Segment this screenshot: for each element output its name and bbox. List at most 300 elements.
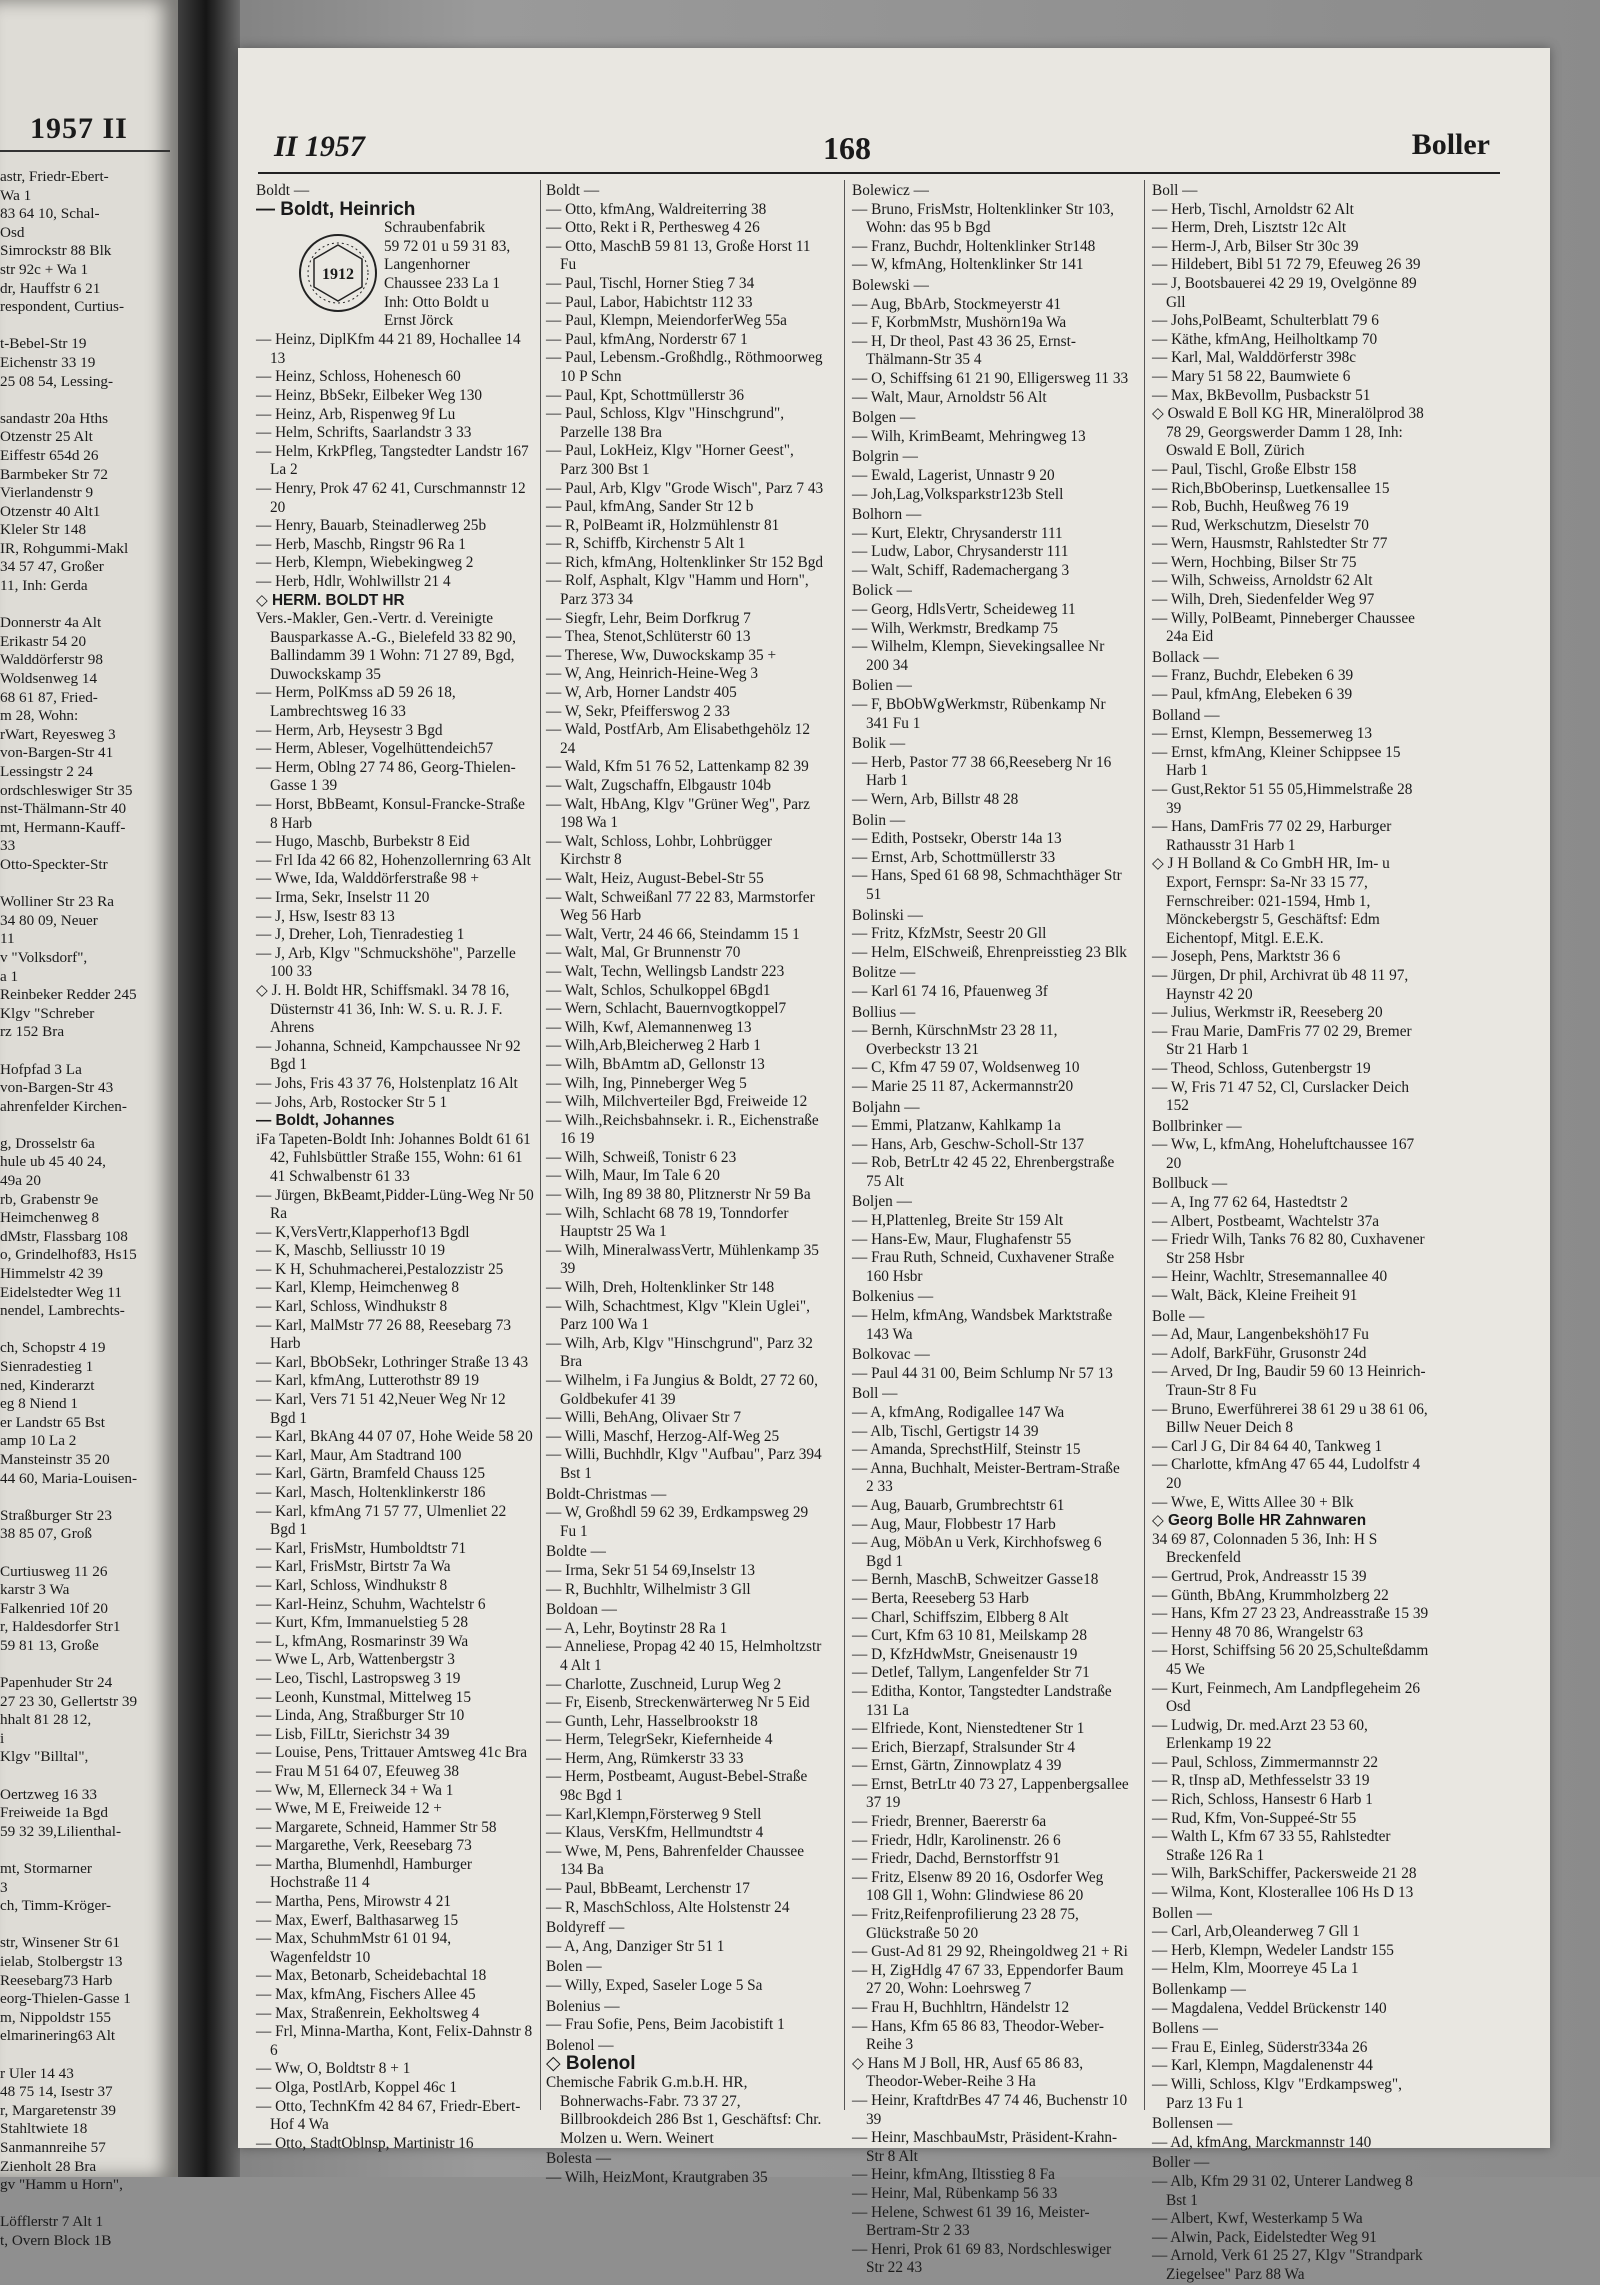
directory-entry: — Herm, Ang, Rümkerstr 33 33 bbox=[546, 1749, 744, 1767]
directory-entry: — A, kfmAng, Rodigallee 147 Wa bbox=[852, 1404, 1065, 1421]
left-page-line: t-Bebel-Str 19 bbox=[0, 335, 87, 353]
running-header-right: Boller bbox=[1411, 128, 1490, 161]
directory-entry: — Max, Straßenrein, Eekholtsweg 4 bbox=[256, 2004, 480, 2022]
surname-heading: Bolenius — bbox=[546, 1997, 620, 2015]
left-page-text bbox=[0, 168, 178, 2251]
left-page-line: 49a 20 bbox=[0, 1172, 41, 1190]
directory-entry: Vers.-Makler, Gen.-Vertr. d. Vereinigte Bausparkasse A.-G., Bielefeld 33 82 90, Ballindamm 39 1 Wohn: 71 27 89, Bgd, Duwockskamp 35 bbox=[256, 610, 516, 683]
directory-entry: — Wilh, Ing 89 38 80, Plitznerstr Nr 59 Ba bbox=[546, 1186, 811, 1204]
left-page-line: ch, Schopstr 4 19 bbox=[0, 1339, 106, 1357]
directory-entry: — Wilh, Maur, Im Tale 6 20 bbox=[546, 1167, 720, 1185]
left-page-line: g, Drosselstr 6a bbox=[0, 1134, 95, 1152]
directory-entry: — Karl, Schloss, Windhukstr 8 bbox=[256, 1298, 448, 1316]
directory-entry: — Heinr, MaschbauMstr, Präsident-Krahn-Str 8 Alt bbox=[852, 2129, 1118, 2165]
directory-entry: — Willi, Schloss, Klgv "Erdkampsweg", Parz 13 Fu 1 bbox=[1152, 2075, 1402, 2112]
column-2 bbox=[546, 180, 824, 2186]
directory-entry: — Curt, Kfm 63 10 81, Meilskamp 28 bbox=[852, 1627, 1087, 1645]
directory-entry: — Walth L, Kfm 67 33 55, Rahlstedter Straße 126 Ra 1 bbox=[1152, 1828, 1391, 1864]
directory-entry: — Kurt, Feinmech, Am Landpflegeheim 26 Osd bbox=[1152, 1679, 1421, 1716]
directory-entry: — A, Lehr, Boytinstr 28 Ra 1 bbox=[546, 1619, 728, 1637]
directory-entry: — Olga, PostlArb, Koppel 46c 1 bbox=[256, 2079, 457, 2096]
directory-entry: — Lisb, FilLtr, Sierichstr 34 39 bbox=[256, 1725, 450, 1743]
left-page-line: Mansteinstr 35 20 bbox=[0, 1450, 110, 1468]
directory-entry: — W, Sekr, Pfeifferswog 2 33 bbox=[546, 702, 730, 720]
directory-entry: — Frau E, Einleg, Süderstr334a 26 bbox=[1152, 2038, 1368, 2056]
left-page-line: Hofpfad 3 La bbox=[0, 1060, 82, 1078]
directory-entry: — Wilh, Arb, Klgv "Hinschgrund", Parz 32 Bra bbox=[546, 1334, 813, 1371]
left-page-line: Straßburger Str 23 bbox=[0, 1506, 112, 1524]
left-page-line: Reesebarg73 Harb bbox=[0, 1971, 113, 1989]
directory-entry: — Horst, BbBeamt, Konsul-Francke-Straße 8 Harb bbox=[256, 796, 525, 832]
surname-heading: Boljen — bbox=[852, 1193, 912, 1211]
facing-page-left bbox=[0, 0, 178, 2249]
logo-text-line: Schraubenfabrik bbox=[384, 219, 486, 237]
left-page-line: Barmbeker Str 72 bbox=[0, 465, 108, 483]
logo-text-line: Chaussee 233 La 1 bbox=[384, 274, 500, 292]
directory-entry: — Max, SchuhmMstr 61 01 94, Wagenfeldstr 10 bbox=[256, 1930, 452, 1966]
directory-entry: — Fritz,Reifenprofilierung 23 28 75, Glückstraße 50 20 bbox=[852, 1906, 1079, 1942]
directory-entry: — Herb, Hdlr, Wohlwillstr 21 4 bbox=[256, 572, 451, 590]
directory-entry: — Helm, KrkPfleg, Tangstedter Landstr 167 La 2 bbox=[256, 442, 529, 479]
directory-entry: — Edith, Postsekr, Oberstr 14a 13 bbox=[852, 830, 1062, 848]
column-4 bbox=[1152, 180, 1430, 2283]
directory-entry: — C, Kfm 47 59 07, Woldsenweg 10 bbox=[852, 1059, 1080, 1077]
directory-entry: — H, ZigHdlg 47 67 33, Eppendorfer Baum 27 20, Wohn: Loehrsweg 7 bbox=[852, 1961, 1124, 1998]
directory-entry: — Therese, Ww, Duwockskamp 35 + bbox=[546, 646, 777, 664]
directory-entry: — Alb, Kfm 29 31 02, Unterer Landweg 8 Bst 1 bbox=[1152, 2172, 1413, 2209]
left-page-line: mt, Stormarner bbox=[0, 1860, 92, 1878]
directory-entry: — Max, kfmAng, Fischers Allee 45 bbox=[256, 1986, 476, 2004]
surname-heading: Boldt — bbox=[546, 182, 600, 199]
surname-heading: Bollenkamp — bbox=[1152, 1981, 1246, 1998]
directory-entry: — Karl,Klempn,Försterweg 9 Stell bbox=[546, 1805, 762, 1823]
left-page-line: ned, Kinderarzt bbox=[0, 1376, 95, 1394]
left-page-line bbox=[0, 391, 178, 410]
directory-entry: — Irma, Sekr, Inselstr 11 20 bbox=[256, 889, 430, 906]
directory-entry: — Walt, Bäck, Kleine Freiheit 91 bbox=[1152, 1287, 1358, 1305]
directory-entry: — Albert, Postbeamt, Wachtelstr 37a bbox=[1152, 1212, 1380, 1230]
directory-entry: — Aug, MöbAn u Verk, Kirchhofsweg 6 Bgd 1 bbox=[852, 1534, 1102, 1570]
directory-entry: — Hans, Kfm 65 86 83, Theodor-Weber-Reihe 3 bbox=[852, 2017, 1104, 2054]
left-page-line: Klgv "Schreber bbox=[0, 1004, 95, 1022]
directory-entry: — Karl, kfmAng, Lutterothstr 89 19 bbox=[256, 1372, 480, 1390]
surname-heading: Bolitze — bbox=[852, 964, 916, 982]
directory-page bbox=[238, 48, 1550, 2283]
left-page-line: hule ub 45 40 24, bbox=[0, 1153, 106, 1171]
directory-entry: — Ww, M, Ellerneck 34 + Wa 1 bbox=[256, 1781, 454, 1799]
directory-entry: — Paul, Tischl, Horner Stieg 7 34 bbox=[546, 274, 755, 292]
directory-entry: — Walt, Schlos, Schulkoppel 6Bgd1 bbox=[546, 981, 771, 999]
directory-entry: — Willi, Buchhdlr, Klgv "Aufbau", Parz 394 Bst 1 bbox=[546, 1446, 822, 1482]
directory-entry: — Paul, Schloss, Klgv "Hinschgrund", Parzelle 138 Bra bbox=[546, 405, 785, 441]
directory-entry: — Aug, Bauarb, Grumbrechtstr 61 bbox=[852, 1496, 1065, 1514]
surname-heading: Boldt-Christmas — bbox=[546, 1485, 667, 1503]
directory-entry: — A, Ang, Danziger Str 51 1 bbox=[546, 1937, 725, 1955]
directory-entry: — Karl, kfmAng 71 57 77, Ulmenliet 22 Bgd 1 bbox=[256, 1502, 507, 1539]
directory-entry: — Herm, Dreh, Lisztstr 12c Alt bbox=[1152, 219, 1347, 237]
directory-entry: ◇ J H Bolland & Co GmbH HR, Im- u Export, Fernspr: Sa-Nr 33 15 77, Fernschreiber: 021-1594, Hmb 1, Mönckebergstr 5, Geschäftsf: Edm Eichentopf, Mitgl. E.E.K. bbox=[1152, 855, 1390, 947]
surname-heading: Boll — bbox=[1152, 182, 1198, 199]
directory-entry: — W, kfmAng, Holtenklinker Str 141 bbox=[852, 256, 1084, 274]
directory-entry: — Hugo, Maschb, Burbekstr 8 Eid bbox=[256, 833, 470, 851]
directory-entry: — Karl, Vers 71 51 42,Neuer Weg Nr 12 Bgd 1 bbox=[256, 1391, 506, 1427]
directory-entry: — Wwe, M E, Freiweide 12 + bbox=[256, 1800, 442, 1818]
directory-entry: — Louise, Pens, Trittauer Amtsweg 41c Bra bbox=[256, 1744, 528, 1762]
directory-entry: — Karl, MalMstr 77 26 88, Reesebarg 73 Harb bbox=[256, 1316, 512, 1353]
left-page-line bbox=[0, 1916, 178, 1935]
directory-entry: — Paul, Arb, Klgv "Grode Wisch", Parz 7 43 bbox=[546, 479, 824, 497]
left-page-line bbox=[0, 1544, 178, 1563]
directory-entry: — Paul, LokHeiz, Klgv "Horner Geest", Parz 300 Bst 1 bbox=[546, 442, 794, 478]
directory-entry: — Gunth, Lehr, Hasselbrookstr 18 bbox=[546, 1712, 758, 1730]
directory-entry: — Karl, Klemp, Heimchenweg 8 bbox=[256, 1279, 460, 1297]
left-page-line: Otto-Speckter-Str bbox=[0, 855, 108, 873]
directory-entry: — Wilh, HeizMont, Krautgraben 35 bbox=[546, 2168, 768, 2186]
surname-heading: Bolenol — bbox=[546, 2036, 614, 2054]
surname-heading: Boldte — bbox=[546, 1543, 606, 1561]
surname-heading: Bollens — bbox=[1152, 2020, 1218, 2038]
surname-heading: Boldoan — bbox=[546, 1601, 617, 1619]
directory-entry: — Herm, Oblng 27 74 86, Georg-Thielen-Gasse 1 39 bbox=[256, 758, 516, 795]
directory-entry: — Karl, Mal, Walddörferstr 398c bbox=[1152, 349, 1357, 367]
directory-entry: — Wilh, Werkmstr, Bredkamp 75 bbox=[852, 619, 1059, 637]
left-page-line: sandastr 20a Hths bbox=[0, 409, 108, 427]
directory-entry: — J, Dreher, Loh, Tienradestieg 1 bbox=[256, 926, 465, 944]
left-page-line: Himmelstr 42 39 bbox=[0, 1265, 103, 1283]
logo-text-line: Langenhorner bbox=[384, 256, 470, 274]
directory-entry: — Wern, Schlacht, Bauernvogtkoppel7 bbox=[546, 1000, 787, 1018]
directory-entry: — Hans, DamFris 77 02 29, Harburger Rathausstr 31 Harb 1 bbox=[1152, 818, 1392, 854]
directory-entry: — R, Schiffb, Kirchenstr 5 Alt 1 bbox=[546, 535, 746, 553]
directory-entry: — Elfriede, Kont, Nienstedtener Str 1 bbox=[852, 1720, 1085, 1738]
left-page-line: str, Winsener Str 61 bbox=[0, 1934, 120, 1952]
directory-entry: — Heinz, Arb, Rispenweg 9f Lu bbox=[256, 405, 456, 423]
left-page-line: rb, Grabenstr 9e bbox=[0, 1190, 99, 1208]
directory-entry: — Walt, Maur, Arnoldstr 56 Alt bbox=[852, 388, 1047, 406]
directory-entry: — Helene, Schwest 61 39 16, Meister-Bertram-Str 2 33 bbox=[852, 2203, 1090, 2240]
directory-entry: — Wald, Kfm 51 76 52, Lattenkamp 82 39 bbox=[546, 758, 809, 776]
directory-entry: — Karl, FrisMstr, Humboldtstr 71 bbox=[256, 1539, 467, 1557]
directory-entry: — W, Ang, Heinrich-Heine-Weg 3 bbox=[546, 665, 759, 683]
left-page-line: Eidelstedter Weg 11 bbox=[0, 1283, 122, 1301]
directory-entry: — Berta, Reeseberg 53 Harb bbox=[852, 1589, 1029, 1607]
directory-entry: — Adolf, BarkFühr, Grusonstr 24d bbox=[1152, 1344, 1367, 1362]
directory-entry: — Martha, Blumenhdl, Hamburger Hochstraße 11 4 bbox=[256, 1855, 472, 1892]
left-page-line bbox=[0, 1488, 178, 1507]
directory-entry: — Heinz, BbSekr, Eilbeker Weg 130 bbox=[256, 386, 483, 404]
directory-entry: — Willi, Maschf, Herzog-Alf-Weg 25 bbox=[546, 1427, 780, 1445]
directory-entry: — Wilh, Schachtmest, Klgv "Klein Uglei", Parz 100 Wa 1 bbox=[546, 1297, 810, 1334]
directory-entry: ◇ J. H. Boldt HR, Schiffsmakl. 34 78 16, Düsternstr 41 36, Inh: W. S. u. R. J. F. Ahrens bbox=[256, 981, 510, 1037]
left-page-line: nst-Thälmann-Str 40 bbox=[0, 800, 127, 818]
directory-entry: — Julius, Werkmstr iR, Reeseberg 20 bbox=[1152, 1004, 1383, 1022]
left-page-line: 59 32 39,Lilienthal- bbox=[0, 1822, 122, 1840]
left-page-line: eg 8 Niend 1 bbox=[0, 1395, 79, 1413]
directory-entry: — Wilh, MineralwassVertr, Mühlenkamp 35 39 bbox=[546, 1241, 819, 1278]
directory-entry: — Wwe L, Arb, Wattenbergstr 3 bbox=[256, 1651, 455, 1669]
directory-entry: — Karl, BkAng 44 07 07, Hohe Weide 58 20 bbox=[256, 1428, 533, 1446]
surname-heading: Bollbuck — bbox=[1152, 1175, 1228, 1193]
directory-entry: — Wilh, KrimBeamt, Mehringweg 13 bbox=[852, 427, 1086, 445]
directory-entry: — Herm, PolKmss aD 59 26 18, Lambrechtsweg 16 33 bbox=[256, 684, 456, 721]
logo-company-info bbox=[384, 219, 534, 331]
directory-entry: — Frl, Minna-Martha, Kont, Felix-Dahnstr 8 6 bbox=[256, 2023, 533, 2059]
directory-entry: — Marie 25 11 87, Ackermannstr20 bbox=[852, 1077, 1074, 1095]
directory-entry: — Paul, Tischl, Große Elbstr 158 bbox=[1152, 460, 1357, 478]
left-page-line: m, Nippoldstr 155 bbox=[0, 2008, 111, 2026]
directory-entry: — Anneliese, Propag 42 40 15, Helmholtzstr 4 Alt 1 bbox=[546, 1638, 822, 1674]
surname-heading: Bolewicz — bbox=[852, 182, 929, 199]
directory-entry: — O, Schiffsing 61 21 90, Elligersweg 11 33 bbox=[852, 369, 1129, 387]
directory-entry: — Karl, Gärtn, Bramfeld Chauss 125 bbox=[256, 1465, 485, 1483]
column-1 bbox=[256, 180, 534, 2152]
directory-entry: — Günth, BbAng, Krummholzberg 22 bbox=[1152, 1586, 1389, 1604]
left-page-line: 68 61 87, Fried- bbox=[0, 688, 98, 706]
directory-entry: — Mary 51 58 22, Baumwiete 6 bbox=[1152, 367, 1351, 385]
directory-entry: — Otto, Rekt i R, Perthesweg 4 26 bbox=[546, 219, 760, 237]
directory-entry: — Otto, kfmAng, Waldreiterring 38 bbox=[546, 200, 767, 218]
directory-entry: — Herm, Ableser, Vogelhüttendeich57 bbox=[256, 740, 494, 758]
directory-entry: — Heinr, kfmAng, Iltisstieg 8 Fa bbox=[852, 2166, 1055, 2184]
surname-heading: Bolesta — bbox=[546, 2150, 612, 2168]
directory-entry: — Aug, BbArb, Stockmeyerstr 41 bbox=[852, 295, 1062, 313]
left-page-line: amp 10 La 2 bbox=[0, 1432, 77, 1450]
directory-entry: — Wern, Arb, Billstr 48 28 bbox=[852, 791, 1019, 808]
left-page-line bbox=[0, 875, 178, 894]
left-page-line: Kleler Str 148 bbox=[0, 521, 87, 539]
directory-entry: — Walt, Zugschaffn, Elbgaustr 104b bbox=[546, 777, 772, 794]
left-page-line: dr, Hauffstr 6 21 bbox=[0, 279, 101, 297]
directory-entry: — Herm, Postbeamt, August-Bebel-Straße 98c Bgd 1 bbox=[546, 1768, 808, 1805]
directory-entry: — Friedr, Brenner, Baererstr 6a bbox=[852, 1813, 1047, 1831]
directory-entry: — Karl 61 74 16, Pfauenweg 3f bbox=[852, 982, 1048, 1000]
directory-entry: — Margarethe, Verk, Reesebarg 73 bbox=[256, 1837, 472, 1855]
header-rule bbox=[258, 172, 1500, 174]
directory-entry: — Gust-Ad 81 29 92, Rheingoldweg 21 + Ri bbox=[852, 1943, 1128, 1961]
directory-entry: — Editha, Kontor, Tangstedter Landstraße 131 La bbox=[852, 1682, 1112, 1719]
directory-entry: — Jürgen, Dr phil, Archivrat üb 48 11 97, Haynstr 42 20 bbox=[1152, 966, 1409, 1003]
left-page-line: 33 bbox=[0, 837, 16, 855]
directory-entry: — Ludwig, Dr. med.Arzt 23 53 60, Erlenkamp 19 22 bbox=[1152, 1716, 1368, 1753]
directory-entry: — Henri, Prok 61 69 83, Nordschleswiger Str 22 43 bbox=[852, 2240, 1112, 2277]
directory-entry: — Albert, Kwf, Westerkamp 5 Wa bbox=[1152, 2210, 1363, 2228]
directory-entry: — Rob, Buchh, Heußweg 76 19 bbox=[1152, 498, 1349, 516]
directory-entry: — Heinz, Schloss, Hohenesch 60 bbox=[256, 368, 461, 386]
directory-entry: — Kurt, Elektr, Chrysanderstr 111 bbox=[852, 524, 1063, 542]
directory-entry: — H, Dr theol, Past 43 36 25, Ernst-Thälmann-Str 35 4 bbox=[852, 332, 1076, 369]
directory-entry: — Bernh, MaschB, Schweitzer Gasse18 bbox=[852, 1571, 1099, 1589]
surname-heading: Bolen — bbox=[546, 1958, 602, 1976]
directory-entry: — Frau Sofie, Pens, Beim Jacobistift 1 bbox=[546, 2016, 785, 2034]
column-divider bbox=[844, 180, 845, 2110]
left-page-line: Lessingstr 2 24 bbox=[0, 763, 93, 780]
directory-entry: — Henny 48 70 86, Wrangelstr 63 bbox=[1152, 1623, 1364, 1641]
directory-entry: — Carl J G, Dir 84 64 40, Tankweg 1 bbox=[1152, 1437, 1383, 1455]
directory-entry: — Wilh, BarkSchiffer, Packersweide 21 28 bbox=[1152, 1865, 1417, 1883]
surname-heading: Boller — bbox=[1152, 2154, 1210, 2172]
directory-entry: — Heinr, Wachltr, Stresemannallee 40 bbox=[1152, 1268, 1388, 1286]
left-page-line: 59 81 13, Große bbox=[0, 1636, 99, 1654]
left-page-line: astr, Friedr-Ebert- bbox=[0, 168, 109, 185]
directory-entry: — J, Arb, Klgv "Schmuckshöhe", Parzelle 100 33 bbox=[256, 944, 516, 981]
directory-entry: — Wald, PostfArb, Am Elisabethgehölz 12 24 bbox=[546, 721, 811, 757]
left-page-line: Woldsenweg 14 bbox=[0, 670, 98, 688]
screw-factory-logo bbox=[296, 231, 380, 315]
left-page-line bbox=[0, 596, 178, 615]
left-page-line: Stahltwiete 18 bbox=[0, 2120, 88, 2138]
left-page-line: 11 bbox=[0, 930, 15, 948]
directory-entry: — Charlotte, kfmAng 47 65 44, Ludolfstr 4 20 bbox=[1152, 1456, 1421, 1492]
directory-entry: — Erich, Bierzapf, Stralsunder Str 4 bbox=[852, 1738, 1076, 1756]
left-page-line bbox=[0, 1656, 178, 1675]
directory-entry: — Ad, Maur, Langenbekshöh17 Fu bbox=[1152, 1326, 1369, 1344]
directory-entry: — Walt, Vertr, 24 46 66, Steindamm 15 1 bbox=[546, 925, 800, 943]
directory-entry: — Walt, Schweißanl 77 22 83, Marmstorfer Weg 56 Harb bbox=[546, 888, 815, 925]
surname-heading: Bolewski — bbox=[852, 276, 929, 294]
left-page-line: nendel, Lambrechts- bbox=[0, 1302, 125, 1320]
directory-entry: — Henry, Prok 47 62 41, Curschmannstr 12 20 bbox=[256, 479, 526, 516]
left-page-line: Eiffestr 654d 26 bbox=[0, 446, 99, 464]
directory-entry: — Karl, BbObSekr, Lothringer Straße 13 43 bbox=[256, 1353, 529, 1371]
logo-text-line: 59 72 01 u 59 31 83, bbox=[384, 237, 511, 255]
directory-entry: — J, Hsw, Isestr 83 13 bbox=[256, 907, 395, 925]
directory-entry: — Franz, Buchdr, Holtenklinker Str148 bbox=[852, 237, 1096, 255]
directory-entry: — Otto, MaschB 59 81 13, Große Horst 11 Fu bbox=[546, 237, 811, 274]
left-page-line: 27 23 30, Gellertstr 39 bbox=[0, 1692, 138, 1710]
left-page-line: karstr 3 Wa bbox=[0, 1581, 70, 1599]
left-page-line: 25 08 54, Lessing- bbox=[0, 372, 114, 390]
directory-entry: — Joseph, Pens, Marktstr 36 6 bbox=[1152, 948, 1341, 966]
directory-entry: — L, kfmAng, Rosmarinstr 39 Wa bbox=[256, 1632, 469, 1650]
business-listing: — Boldt, Heinrich bbox=[256, 198, 416, 220]
left-page-line: Wolliner Str 23 Ra bbox=[0, 893, 114, 911]
directory-entry: — Arnold, Verk 61 25 27, Klgv "Strandpark Ziegelsee" Parz 88 Wa bbox=[1152, 2247, 1423, 2283]
left-page-line: rWart, Reyesweg 3 bbox=[0, 725, 116, 743]
left-page-line bbox=[0, 1767, 178, 1786]
directory-entry: — Leonh, Kunstmal, Mittelweg 15 bbox=[256, 1688, 471, 1706]
directory-entry: — Herm-J, Arb, Bilser Str 30c 39 bbox=[1152, 237, 1359, 255]
directory-entry: — Wilh, Schlacht 68 78 19, Tonndorfer Hauptstr 25 Wa 1 bbox=[546, 1204, 789, 1241]
surname-heading: Bolien — bbox=[852, 677, 912, 695]
directory-entry: — Rich, Schloss, Hansestr 6 Harb 1 bbox=[1152, 1791, 1373, 1809]
directory-entry: — Karl, Schloss, Windhukstr 8 bbox=[256, 1576, 448, 1594]
left-page-line: Löfflerstr 7 Alt 1 bbox=[0, 2213, 104, 2231]
directory-entry: — Ernst, Klempn, Bessemerweg 13 bbox=[1152, 725, 1373, 743]
directory-entry: — Henry, Bauarb, Steinadlerweg 25b bbox=[256, 517, 487, 535]
directory-entry: — Ww, O, Boldtstr 8 + 1 bbox=[256, 2060, 411, 2078]
directory-entry: — F, KorbmMstr, Mushörn19a Wa bbox=[852, 314, 1067, 332]
surname-heading: Bolland — bbox=[1152, 706, 1220, 724]
left-page-line: t, Overn Block 1B bbox=[0, 2231, 112, 2249]
left-page-line: 38 85 07, Groß bbox=[0, 1525, 92, 1543]
surname-heading: Bollack — bbox=[1152, 648, 1219, 666]
directory-entry: — Paul, kfmAng, Sander Str 12 b bbox=[546, 498, 754, 516]
left-page-line: Curtiusweg 11 26 bbox=[0, 1562, 108, 1580]
left-page-line: m 28, Wohn: bbox=[0, 707, 79, 725]
directory-entry: — Willy, PolBeamt, Pinneberger Chaussee 24a Eid bbox=[1152, 609, 1415, 646]
left-page-line: Sanmannreihe 57 bbox=[0, 2138, 106, 2156]
directory-entry: — Walt, Techn, Wellingsb Landstr 223 bbox=[546, 962, 785, 980]
left-page-line: elmarinering63 Alt bbox=[0, 2027, 116, 2045]
directory-entry: — Herb, Tischl, Arnoldstr 62 Alt bbox=[1152, 200, 1354, 218]
directory-entry: — Ernst, Arb, Schottmüllerstr 33 bbox=[852, 848, 1056, 866]
column-divider bbox=[1144, 180, 1145, 2110]
directory-entry: — Johs, Fris 43 37 76, Holstenplatz 16 Alt bbox=[256, 1074, 518, 1092]
surname-heading: Bolgrin — bbox=[852, 448, 918, 466]
left-page-line: Sienradestieg 1 bbox=[0, 1358, 94, 1375]
directory-entry: — Bruno, FrisMstr, Holtenklinker Str 103, Wohn: das 95 b Bgd bbox=[852, 200, 1114, 237]
directory-entry: — Charl, Schiffszim, Elbberg 8 Alt bbox=[852, 1608, 1069, 1626]
directory-entry: — Heinr, KraftdrBes 47 74 46, Buchenstr 10 39 bbox=[852, 2091, 1128, 2128]
directory-entry: — Jürgen, BkBeamt,Pidder-Lüng-Weg Nr 50 Ra bbox=[256, 1186, 534, 1223]
directory-entry: — Frau Ruth, Schneid, Cuxhavener Straße 160 Hsbr bbox=[852, 1249, 1115, 1285]
directory-entry: — Herm, TelegrSekr, Kiefernheide 4 bbox=[546, 1731, 773, 1749]
left-page-line: r, Haldesdorfer Str1 bbox=[0, 1618, 121, 1636]
directory-entry: — Ewald, Lagerist, Unnastr 9 20 bbox=[852, 466, 1055, 484]
directory-entry: Chemische Fabrik G.m.b.H. HR, Bohnerwachs-Fabr. 73 37 27, Billbrookdeich 286 Bst 1, Geschäftsf: Chr. Molzen u. Wern. Weinert bbox=[546, 2073, 822, 2147]
business-listing: ◇ HERM. BOLDT HR bbox=[256, 591, 405, 609]
directory-entry: — Ww, L, kfmAng, Hoheluftchaussee 167 20 bbox=[1152, 1136, 1415, 1172]
business-listing: ◇ Georg Bolle HR Zahnwaren bbox=[1152, 1512, 1367, 1530]
directory-entry: — Max, Betonarb, Scheidebachtal 18 bbox=[256, 1967, 487, 1985]
directory-entry: ◇ Hans M J Boll, HR, Ausf 65 86 83, Theodor-Weber-Reihe 3 Ha bbox=[852, 2054, 1084, 2091]
directory-entry: — Willy, Exped, Saseler Loge 5 Sa bbox=[546, 1977, 763, 1994]
left-page-line: 44 60, Maria-Louisen- bbox=[0, 1469, 138, 1487]
directory-entry: — Alb, Tischl, Gertigstr 14 39 bbox=[852, 1422, 1039, 1440]
left-page-line: 34 57 47, Großer bbox=[0, 558, 104, 576]
directory-entry: — K H, Schuhmacherei,Pestalozzistr 25 bbox=[256, 1260, 504, 1278]
left-page-line: a 1 bbox=[0, 967, 19, 985]
left-page-line: i bbox=[0, 1729, 5, 1747]
directory-entry: — Wilh, Schweiss, Arnoldstr 62 Alt bbox=[1152, 572, 1373, 590]
directory-entry: — Franz, Buchdr, Elebeken 6 39 bbox=[1152, 667, 1354, 685]
directory-entry: — Hans-Ew, Maur, Flughafenstr 55 bbox=[852, 1230, 1072, 1248]
surname-heading: Bolik — bbox=[852, 735, 906, 753]
directory-entry: — Karl-Heinz, Schuhm, Wachtelstr 6 bbox=[256, 1595, 486, 1613]
directory-entry: — Karl, Klempn, Magdalenenstr 44 bbox=[1152, 2057, 1373, 2075]
left-page-line bbox=[0, 1841, 178, 1860]
directory-entry: — Friedr, Hdlr, Karolinenstr. 26 6 bbox=[852, 1831, 1061, 1849]
directory-entry: — Carl, Arb,Oleanderweg 7 Gll 1 bbox=[1152, 1923, 1360, 1941]
directory-entry: — Wilh, BbAmtm aD, Gellonstr 13 bbox=[546, 1055, 765, 1073]
surname-heading: Bolinski — bbox=[852, 906, 923, 924]
directory-entry: — Leo, Tischl, Lastropsweg 3 19 bbox=[256, 1669, 461, 1687]
directory-entry: — Herm, Arb, Heysestr 3 Bgd bbox=[256, 721, 443, 739]
surname-heading: Bollensen — bbox=[1152, 2115, 1233, 2133]
directory-entry: — Helm, Schrifts, Saarlandstr 3 33 bbox=[256, 424, 472, 442]
directory-entry: — R, PolBeamt iR, Holzmühlenstr 81 bbox=[546, 516, 780, 534]
book-gutter bbox=[178, 0, 240, 2177]
directory-entry: — Helm, kfmAng, Wandsbek Marktstraße 143 Wa bbox=[852, 1307, 1113, 1343]
business-listing: ◇ Bolenol bbox=[546, 2053, 636, 2075]
left-page-line: Klgv "Billtal", bbox=[0, 1748, 89, 1766]
surname-heading: Boll — bbox=[852, 1385, 898, 1403]
directory-entry: — Wilhelm, Klempn, Sievekingsallee Nr 200 34 bbox=[852, 638, 1105, 674]
left-page-line: v "Volksdorf", bbox=[0, 948, 88, 966]
directory-entry: — Hildebert, Bibl 51 72 79, Efeuweg 26 39 bbox=[1152, 256, 1421, 274]
directory-entry: — Fritz, Elsenw 89 20 16, Osdorfer Weg 108 Gll 1, Wohn: Glindwiese 86 20 bbox=[852, 1868, 1104, 1905]
surname-heading: Boldt — bbox=[256, 182, 310, 199]
surname-heading: Bolkovac — bbox=[852, 1346, 930, 1364]
directory-entry: — K,VersVertr,Klapperhof13 Bgdl bbox=[256, 1223, 470, 1241]
directory-entry: — Paul 44 31 00, Beim Schlump Nr 57 13 bbox=[852, 1364, 1113, 1382]
directory-entry: — Fritz, KfzMstr, Seestr 20 Gll bbox=[852, 925, 1047, 943]
directory-entry: — Margarete, Schneid, Hammer Str 58 bbox=[256, 1818, 497, 1836]
directory-entry: — Paul, kfmAng, Norderstr 67 1 bbox=[546, 330, 748, 348]
left-page-line: Otzenstr 40 Alt1 bbox=[0, 502, 101, 520]
directory-entry: — Max, BkBevollm, Pusbackstr 51 bbox=[1152, 386, 1371, 404]
directory-entry: — Karl, FrisMstr, Birtstr 7a Wa bbox=[256, 1558, 451, 1576]
